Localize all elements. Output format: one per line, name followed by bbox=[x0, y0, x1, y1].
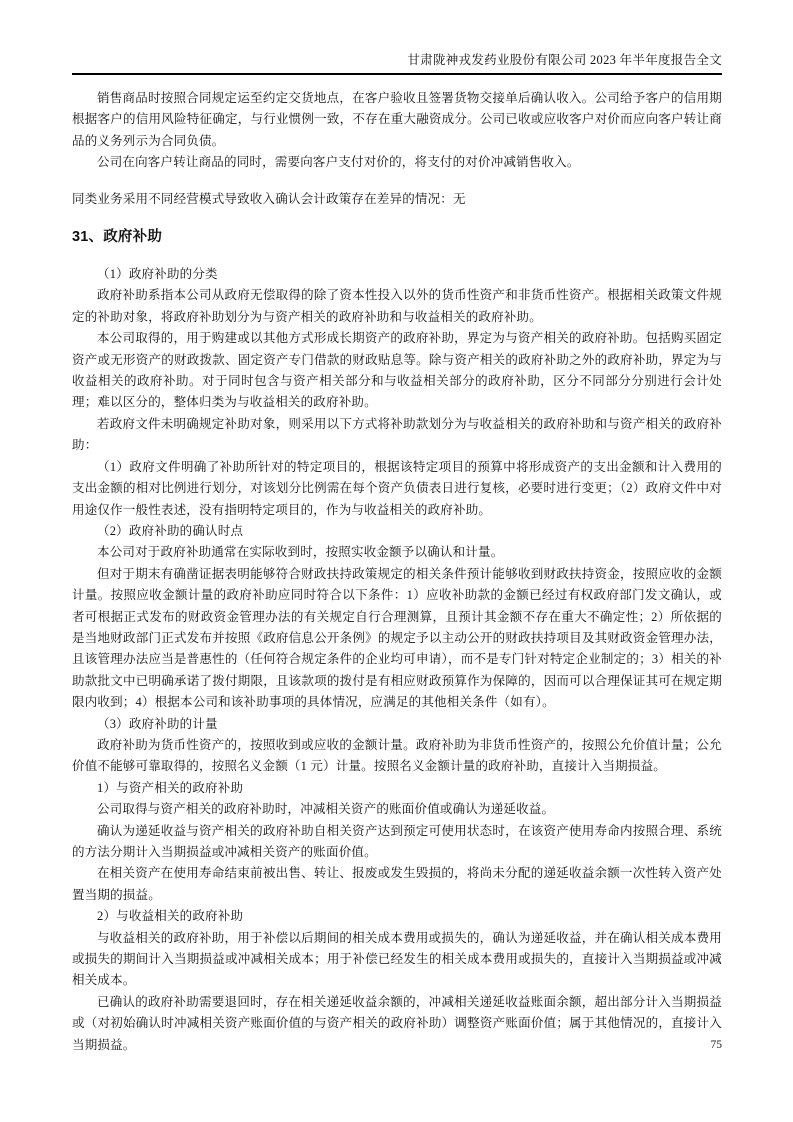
section-heading: 31、政府补助 bbox=[72, 229, 163, 246]
paragraph: 公司在向客户转让商品的同时，需要向客户支付对价的，将支付的对价冲减销售收入。 bbox=[97, 155, 580, 170]
paragraph: 本公司取得的，用于购建或以其他方式形成长期资产的政府补助，界定为与资产相关的政府补助。包括购买固定资产或无形资产的财政拨款、固定资产专门借款的财政贴息等。除与资产相关的政府补助之外的政府补助，界定为与收益相关的政府补助。对于同时包含与资产相关部分和与收益相关部分的政府补助，区分不同部分分别进行会计处理；难以区分的，整体归类为与收益相关的政府补助。 bbox=[72, 331, 722, 410]
paragraph: 在相关资产在使用寿命结束前被出售、转让、报废或发生毁损的，将尚未分配的递延收益余额一次性转入资产处置当期的损益。 bbox=[72, 866, 722, 902]
paragraph: 同类业务采用不同经营模式导致收入确认会计政策存在差异的情况：无 bbox=[72, 191, 466, 206]
header-title: 甘肃陇神戎发药业股份有限公司 2023 年半年度报告全文 bbox=[407, 53, 722, 67]
paragraph: 本公司对于政府补助通常在实际收到时，按照实收金额予以确认和计量。 bbox=[97, 545, 504, 560]
paragraph: 公司取得与资产相关的政府补助时，冲减相关资产的账面价值或确认为递延收益。 bbox=[97, 802, 555, 817]
paragraph: 已确认的政府补助需要退回时，存在相关递延收益余额的，冲减相关递延收益账面余额，超出部分计入当期损益或（对初始确认时冲减相关资产账面价值的与资产相关的政府补助）调整资产账面价值；属于其他情况的，直接计入当期损益。 bbox=[72, 994, 722, 1052]
paragraph: （1）政府文件明确了补助所针对的特定项目的，根据该特定项目的预算中将形成资产的支出金额和计入费用的支出金额的相对比例进行划分，对该划分比例需在每个资产负债表日进行复核，必要时进行变更；（2）政府文件中对用途仅作一般性表述，没有指明特定项目的，作为与收益相关的政府补助。 bbox=[72, 459, 722, 517]
page-number: 75 bbox=[710, 1039, 722, 1051]
paragraph: 政府补助系指本公司从政府无偿取得的除了资本性投入以外的货币性资产和非货币性资产。根据相关政策文件规定的补助对象，将政府补助划分为与资产相关的政府补助和与收益相关的政府补助。 bbox=[72, 288, 722, 324]
paragraph: 2）与收益相关的政府补助 bbox=[97, 909, 244, 924]
paragraph: （2）政府补助的确认时点 bbox=[97, 523, 244, 538]
paragraph: 与收益相关的政府补助，用于补偿以后期间的相关成本费用或损失的，确认为递延收益，并在确认相关成本费用或损失的期间计入当期损益或冲减相关成本；用于补偿已经发生的相关成本费用或损失的，直接计入当期损益或冲减相关成本。 bbox=[72, 930, 722, 988]
paragraph: 若政府文件未明确规定补助对象，则采用以下方式将补助款划分为与收益相关的政府补助和与资产相关的政府补助： bbox=[72, 416, 722, 453]
paragraph: 确认为递延收益与资产相关的政府补助自相关资产达到预定可使用状态时，在该资产使用寿命内按照合理、系统的方法分期计入当期损益或冲减相关资产的账面价值。 bbox=[72, 823, 722, 859]
paragraph: （3）政府补助的计量 bbox=[97, 716, 218, 731]
paragraph: （1）政府补助的分类 bbox=[97, 267, 218, 282]
paragraph: 销售商品时按照合同规定运至约定交货地点，在客户验收且签署货物交接单后确认收入。公司给予客户的信用期根据客户的信用风险特征确定，与行业惯例一致，不存在重大融资成分。公司已收或应收客户对价而应向客户转让商品的义务列示为合同负债。 bbox=[72, 91, 722, 148]
paragraph: 政府补助为货币性资产的，按照收到或应收的金额计量。政府补助为非货币性资产的，按照公允价值计量；公允价值不能够可靠取得的，按照名义金额（1 元）计量。按照名义金额计量的政府补助，直接计入当期损益。 bbox=[72, 737, 722, 774]
page-header bbox=[72, 52, 722, 75]
paragraph: 1）与资产相关的政府补助 bbox=[97, 780, 244, 795]
paragraph: 但对于期末有确凿证据表明能够符合财政扶持政策规定的相关条件预计能够收到财政扶持资金，按照应收的金额计量。按照应收金额计量的政府补助应同时符合以下条件：1）应收补助款的金额已经过有权政府部门发文确认，或者可根据正式发布的财政资金管理办法的有关规定自行合理测算，且预计其金额不存在重大不确定性；2）所依据的是当地财政部门正式发布并按照《政府信息公开条例》的规定予以主动公开的财政扶持项目及其财政资金管理办法，且该管理办法应当是普惠性的（任何符合规定条件的企业均可申请），而不是专门针对特定企业制定的；3）相关的补助款批文中已明确承诺了拨付期限，且该款项的拨付是有相应财政预算作为保障的，因而可以合理保证其可在规定期限内收到；4）根据本公司和该补助事项的具体情况，应满足的其他相关条件（如有）。 bbox=[72, 566, 722, 710]
document-body bbox=[72, 88, 722, 1056]
page-footer bbox=[72, 1039, 722, 1051]
